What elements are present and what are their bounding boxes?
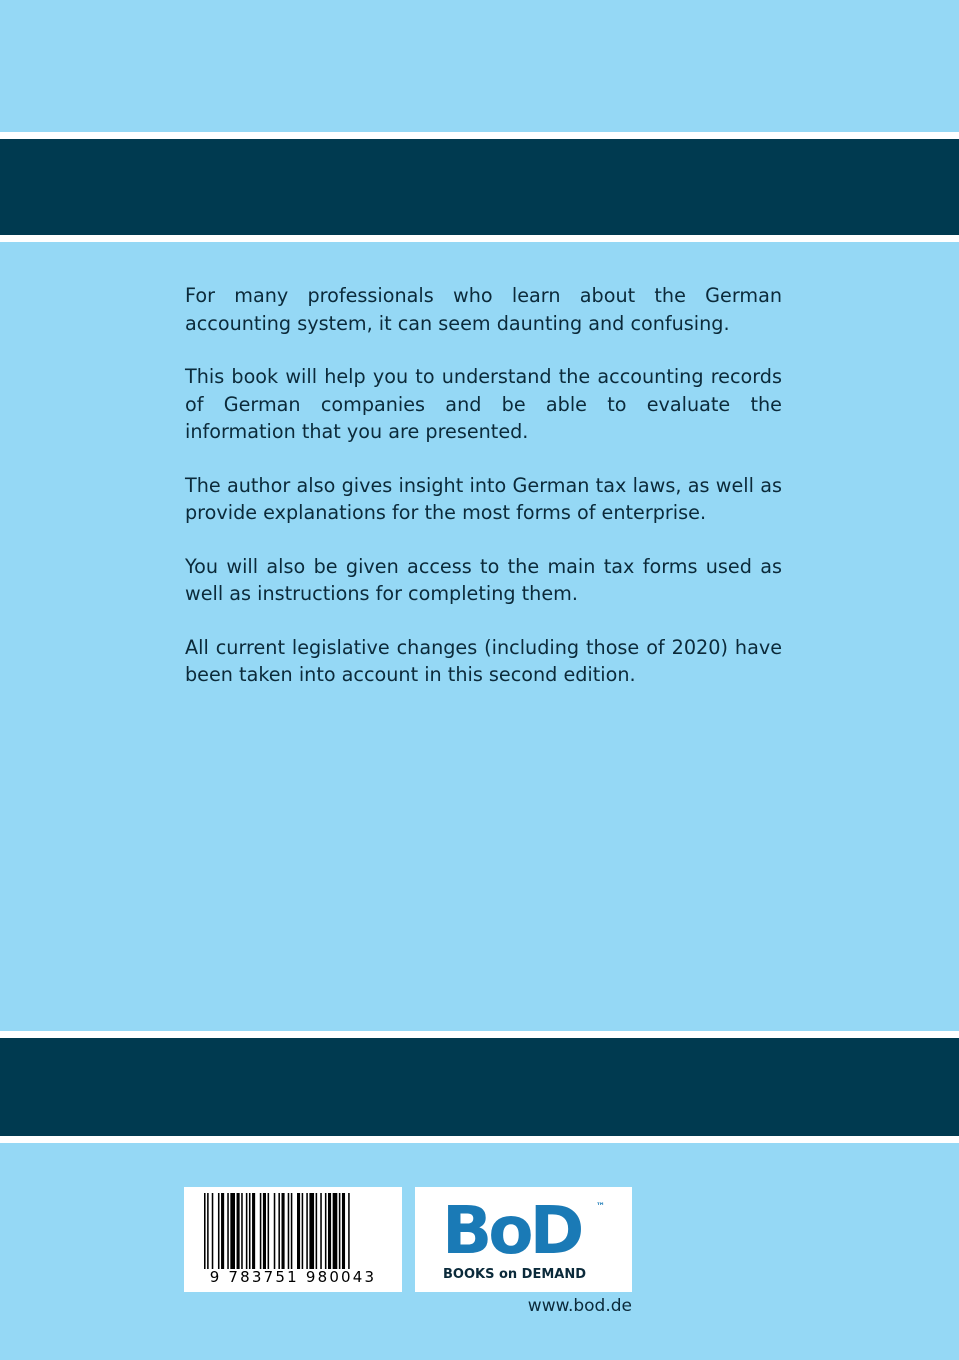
isbn-digits: 9 783751 980043 [209,1268,377,1286]
back-cover-blurb [185,282,782,715]
publisher-logo [415,1187,632,1292]
blurb-paragraph-5: All current legislative changes (including those of 2020) have been taken into account in this second edition. [185,635,782,686]
trademark-mark: ™ [596,1202,605,1212]
barcode-bars-icon [184,1187,402,1271]
publisher-url: www.bod.de [527,1296,632,1316]
bottom-navy-band [0,1031,959,1143]
blurb-paragraph-1: For many professionals who learn about the German accounting system, it can seem daunting and confusing. [185,284,782,335]
blurb-paragraph-2: This book will help you to understand the accounting records of German companies and be able to evaluate the information that you are presented. [185,365,782,443]
top-navy-band [0,132,959,242]
isbn-barcode [184,1187,402,1292]
blurb-paragraph-3: The author also gives insight into German tax laws, as well as provide explanations for the most forms of enterprise. [185,473,782,524]
bod-logo-text: BoD [442,1192,581,1269]
publisher-tagline: BOOKS on DEMAND [443,1267,587,1282]
blurb-paragraph-4: You will also be given access to the main tax forms used as well as instructions for completing them. [185,554,782,605]
